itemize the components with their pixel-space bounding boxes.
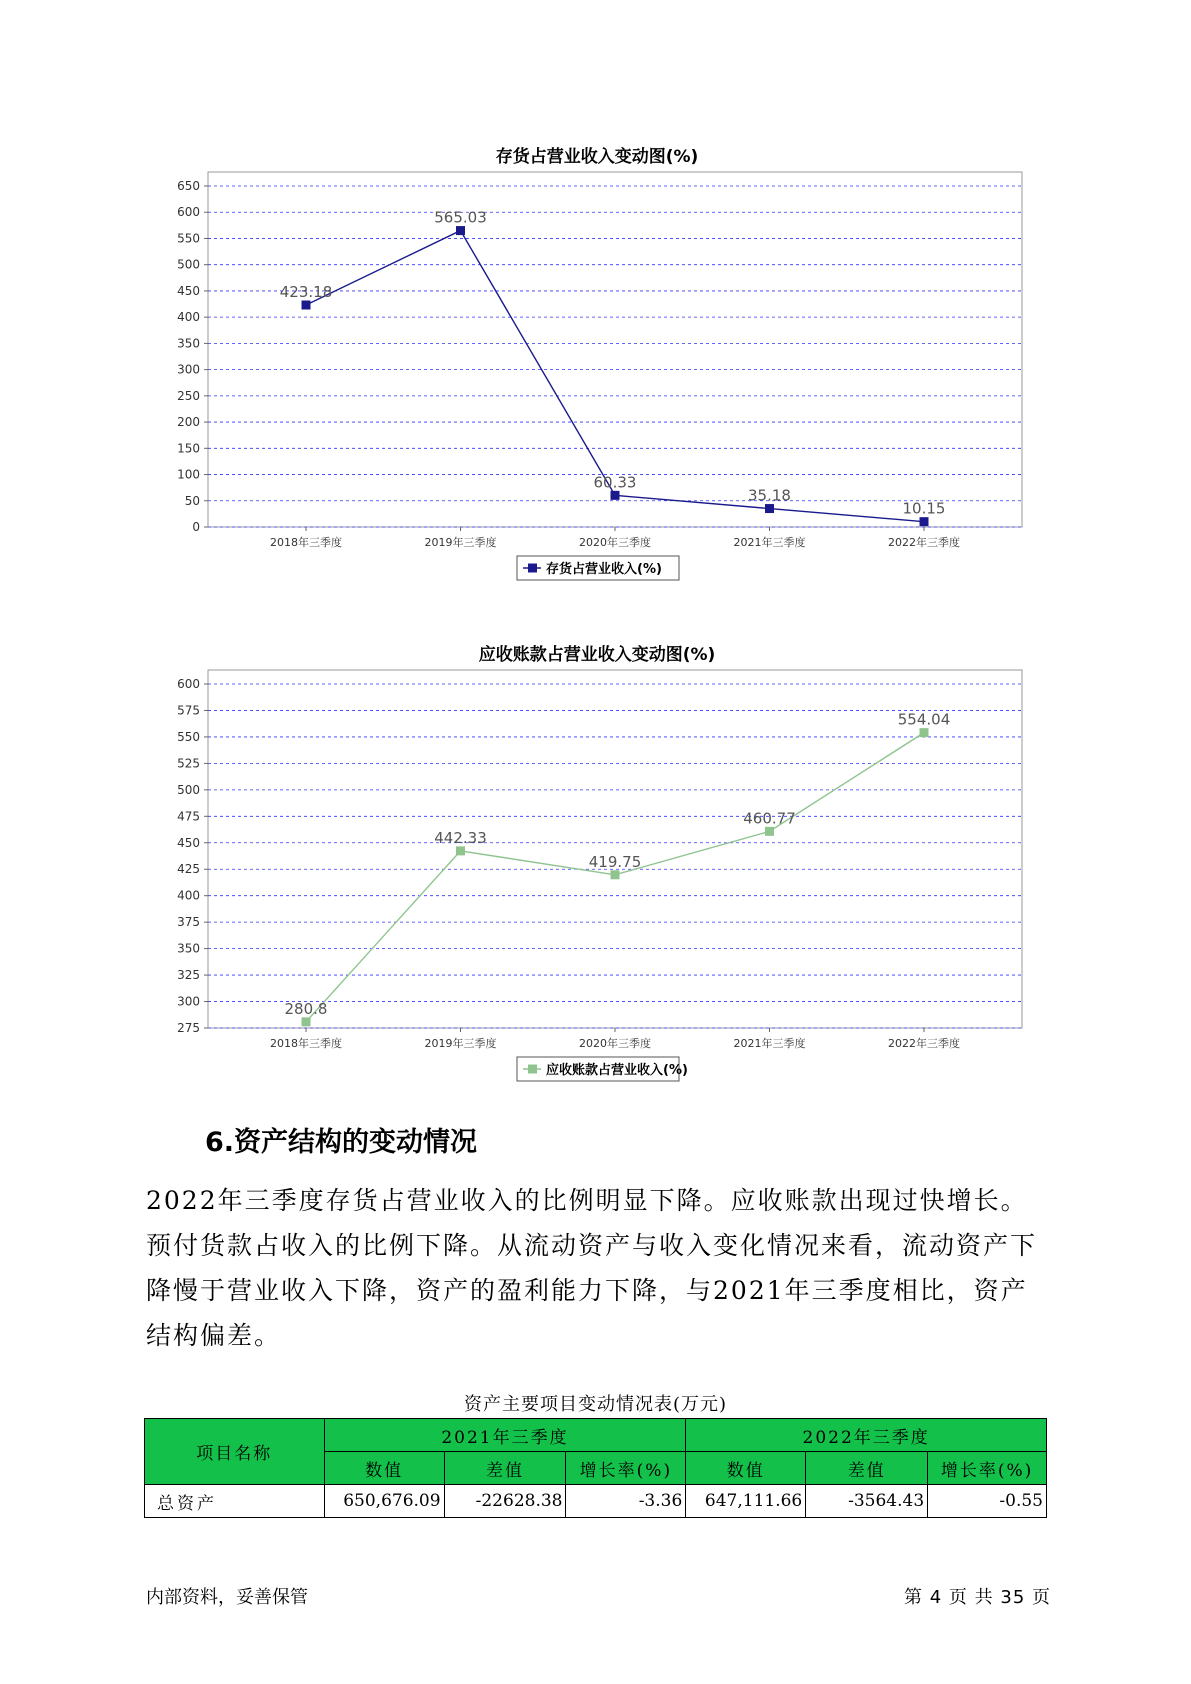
y-tick-label: 600 <box>177 205 200 220</box>
x-tick-label: 2018年三季度 <box>270 536 342 549</box>
data-label: 423.18 <box>279 282 333 301</box>
y-tick-label: 375 <box>177 915 200 930</box>
y-tick-label: 300 <box>177 362 200 377</box>
y-tick-label: 50 <box>184 493 200 508</box>
data-label: 35.18 <box>748 486 791 505</box>
y-tick-label: 150 <box>177 441 200 456</box>
x-tick-label: 2020年三季度 <box>579 1037 651 1050</box>
row-value-2022: 647,111.66 <box>686 1485 806 1518</box>
y-tick-label: 550 <box>177 729 200 744</box>
header-period-2022: 2022年三季度 <box>686 1419 1047 1452</box>
x-tick-label: 2022年三季度 <box>888 536 960 549</box>
row-diff-2022: -3564.43 <box>806 1485 928 1518</box>
y-tick-label: 525 <box>177 756 200 771</box>
data-label: 280.8 <box>284 999 328 1018</box>
y-tick-label: 500 <box>177 782 200 797</box>
row-rate-2021: -3.36 <box>566 1485 686 1518</box>
legend-label: 应收账款占营业收入(%) <box>546 1063 688 1078</box>
data-point <box>456 226 465 235</box>
y-tick-label: 425 <box>177 862 200 877</box>
header-value-2021: 数值 <box>324 1452 444 1485</box>
x-tick-label: 2018年三季度 <box>270 1037 342 1050</box>
x-tick-label: 2019年三季度 <box>424 1037 497 1050</box>
data-point <box>920 728 929 737</box>
table-row <box>145 1485 1047 1518</box>
y-tick-label: 450 <box>177 835 200 850</box>
data-point <box>456 846 465 855</box>
x-tick-label: 2020年三季度 <box>579 536 651 549</box>
row-diff-2021: -22628.38 <box>444 1485 566 1518</box>
data-point <box>611 870 620 879</box>
x-tick-label: 2021年三季度 <box>733 536 806 549</box>
chart-title: 应收账款占营业收入变动图(%) <box>478 645 716 665</box>
row-name: 总资产 <box>145 1485 325 1518</box>
data-label: 442.33 <box>434 828 487 847</box>
y-tick-label: 500 <box>177 257 200 272</box>
header-rate-2021: 增长率(%) <box>566 1452 686 1485</box>
y-tick-label: 350 <box>177 336 200 351</box>
y-tick-label: 550 <box>177 231 200 246</box>
x-tick-label: 2022年三季度 <box>888 1037 960 1050</box>
legend-label: 存货占营业收入(%) <box>546 562 662 577</box>
data-label: 460.77 <box>743 809 796 828</box>
x-tick-label: 2019年三季度 <box>424 536 497 549</box>
header-item-name: 项目名称 <box>145 1419 325 1485</box>
y-tick-label: 450 <box>177 283 200 298</box>
chart-title: 存货占营业收入变动图(%) <box>495 147 699 167</box>
header-rate-2022: 增长率(%) <box>928 1452 1047 1485</box>
table-title: 资产主要项目变动情况表(万元) <box>463 1394 728 1415</box>
section-paragraph: 2022年三季度存货占营业收入的比例明显下降。应收账款出现过快增长。预付货款占收入的比例下降。从流动资产与收入变化情况来看，流动资产下降慢于营业收入下降，资产的盈利能力下降，与2021年三季度相比，资产结构偏差。 <box>146 1186 1038 1350</box>
data-label: 10.15 <box>902 499 946 518</box>
data-label: 565.03 <box>434 208 487 227</box>
section-heading: 6.资产结构的变动情况 <box>205 1127 478 1158</box>
y-tick-label: 325 <box>177 968 200 983</box>
data-point <box>920 517 929 526</box>
y-tick-label: 400 <box>177 888 200 903</box>
y-tick-label: 475 <box>177 809 200 824</box>
y-tick-label: 600 <box>177 677 200 691</box>
asset-change-table <box>144 1418 1047 1518</box>
data-label: 419.75 <box>588 852 642 871</box>
y-tick-label: 575 <box>177 703 200 718</box>
y-tick-label: 650 <box>177 179 200 193</box>
legend-marker <box>528 564 537 573</box>
y-tick-label: 250 <box>177 388 200 403</box>
y-tick-label: 0 <box>192 520 200 534</box>
header-value-2022: 数值 <box>686 1452 806 1485</box>
y-tick-label: 275 <box>177 1021 200 1035</box>
y-tick-label: 400 <box>177 310 200 325</box>
header-diff-2021: 差值 <box>444 1452 566 1485</box>
y-tick-label: 300 <box>177 994 200 1009</box>
data-point <box>765 827 774 836</box>
data-label: 60.33 <box>593 473 637 492</box>
y-tick-label: 100 <box>177 467 200 482</box>
row-value-2021: 650,676.09 <box>324 1485 444 1518</box>
y-tick-label: 350 <box>177 941 200 956</box>
footer-page-number: 第 4 页 共 35 页 <box>904 1587 1051 1608</box>
data-point <box>302 300 311 309</box>
header-period-2021: 2021年三季度 <box>324 1419 686 1452</box>
footer-confidential: 内部资料，妥善保管 <box>146 1587 308 1608</box>
header-diff-2022: 差值 <box>806 1452 928 1485</box>
row-rate-2022: -0.55 <box>928 1485 1047 1518</box>
legend-marker <box>528 1065 537 1074</box>
data-point <box>302 1017 311 1026</box>
y-tick-label: 200 <box>177 415 200 430</box>
data-point <box>611 491 620 500</box>
data-point <box>765 504 774 513</box>
x-tick-label: 2021年三季度 <box>733 1037 806 1050</box>
data-label: 554.04 <box>897 710 951 729</box>
